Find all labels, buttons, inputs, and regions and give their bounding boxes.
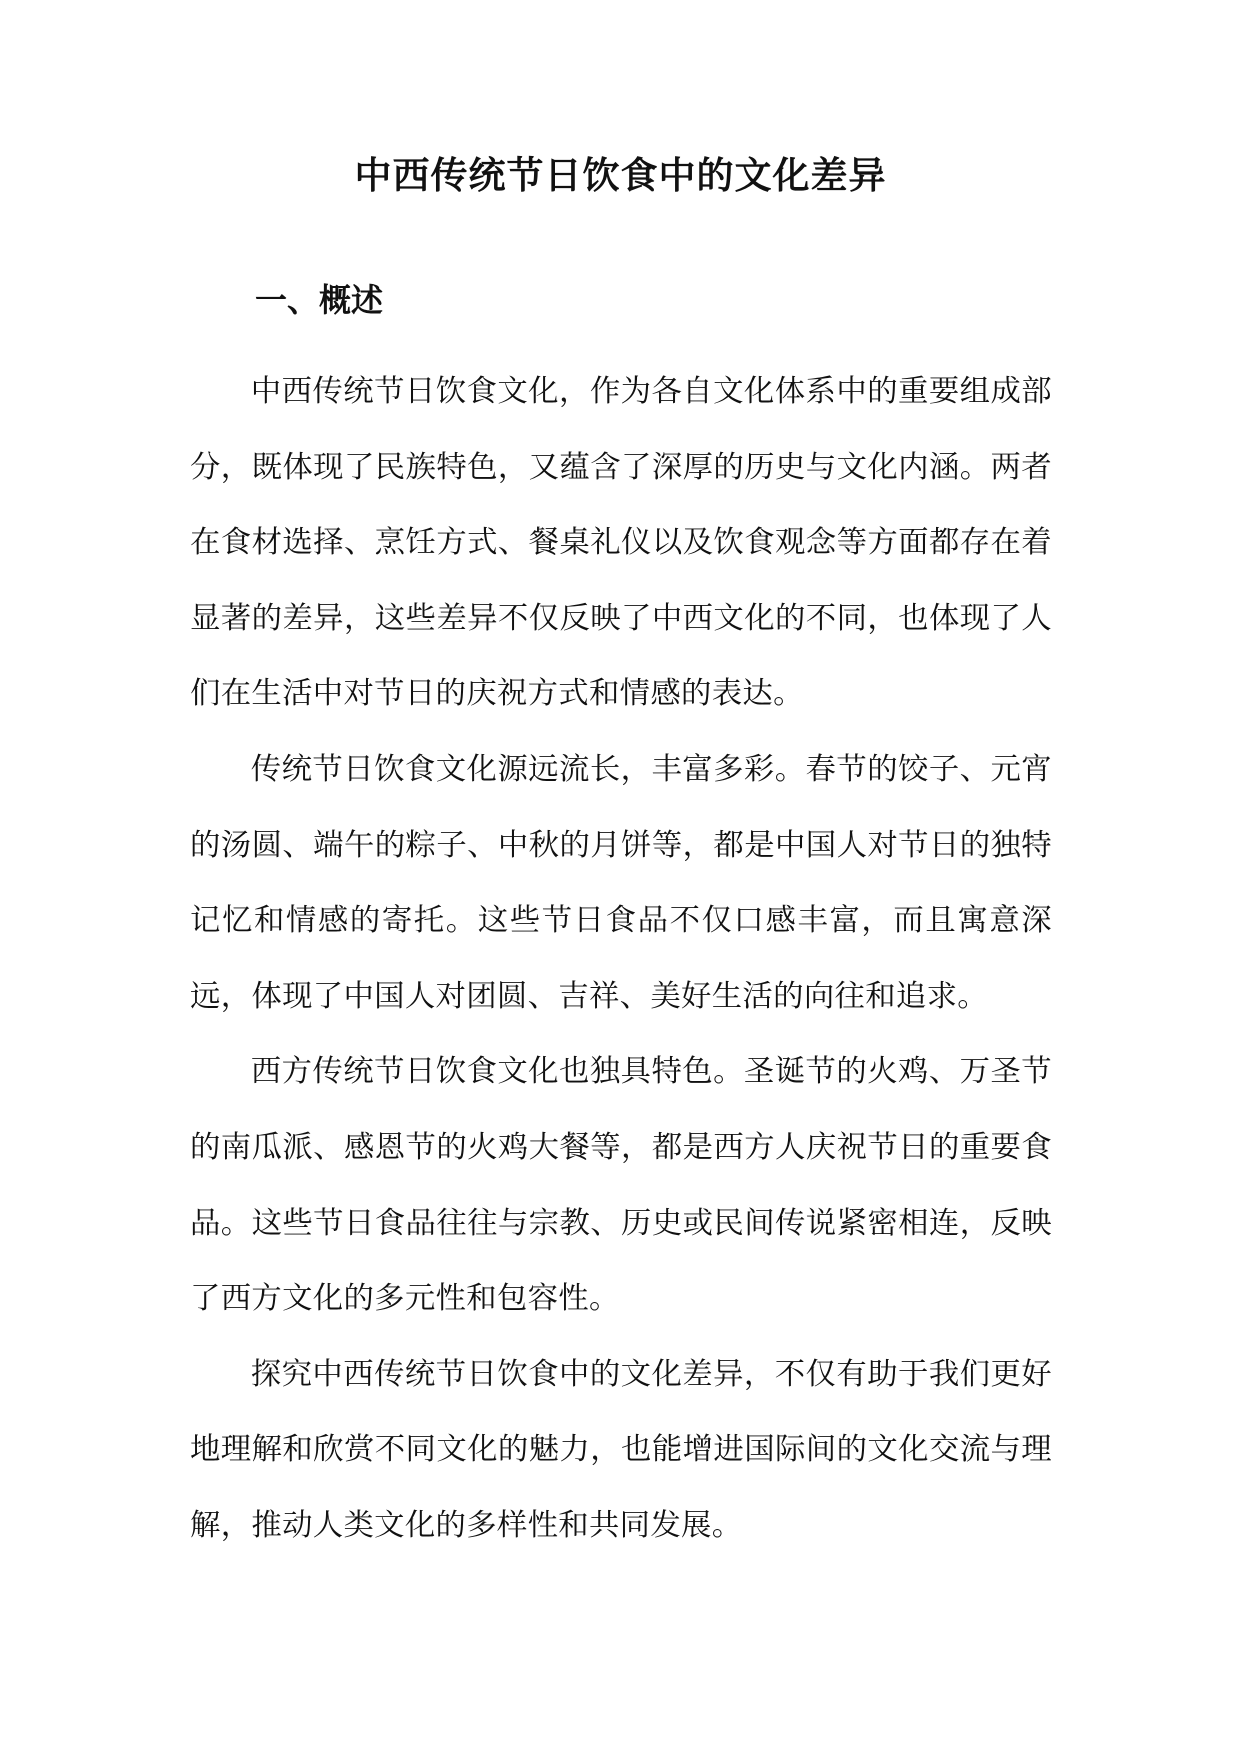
paragraph: 传统节日饮食文化源远流长，丰富多彩。春节的饺子、元宵的汤圆、端午的粽子、中秋的月饼等，都是中国人对节日的独特记忆和情感的寄托。这些节日食品不仅口感丰富，而且寓意深远，体现了中国人对团圆、吉祥、美好生活的向往和追求。 — [190, 751, 1052, 1014]
paragraph: 西方传统节日饮食文化也独具特色。圣诞节的火鸡、万圣节的南瓜派、感恩节的火鸡大餐等，都是西方人庆祝节日的重要食品。这些节日食品往往与宗教、历史或民间传说紧密相连，反映了西方文化的多元性和包容性。 — [190, 1054, 1052, 1317]
document-title: 中西传统节日饮食中的文化差异 — [354, 153, 887, 197]
section-heading: 一、概述 — [255, 281, 384, 319]
body-text — [190, 354, 1052, 1564]
paragraph: 探究中西传统节日饮食中的文化差异，不仅有助于我们更好地理解和欣赏不同文化的魅力，也能增进国际间的文化交流与理解，推动人类文化的多样性和共同发展。 — [190, 1356, 1052, 1543]
paragraph: 中西传统节日饮食文化，作为各自文化体系中的重要组成部分，既体现了民族特色，又蕴含了深厚的历史与文化内涵。两者在食材选择、烹饪方式、餐桌礼仪以及饮食观念等方面都存在着显著的差异，这些差异不仅反映了中西文化的不同，也体现了人们在生活中对节日的庆祝方式和情感的表达。 — [190, 374, 1052, 712]
